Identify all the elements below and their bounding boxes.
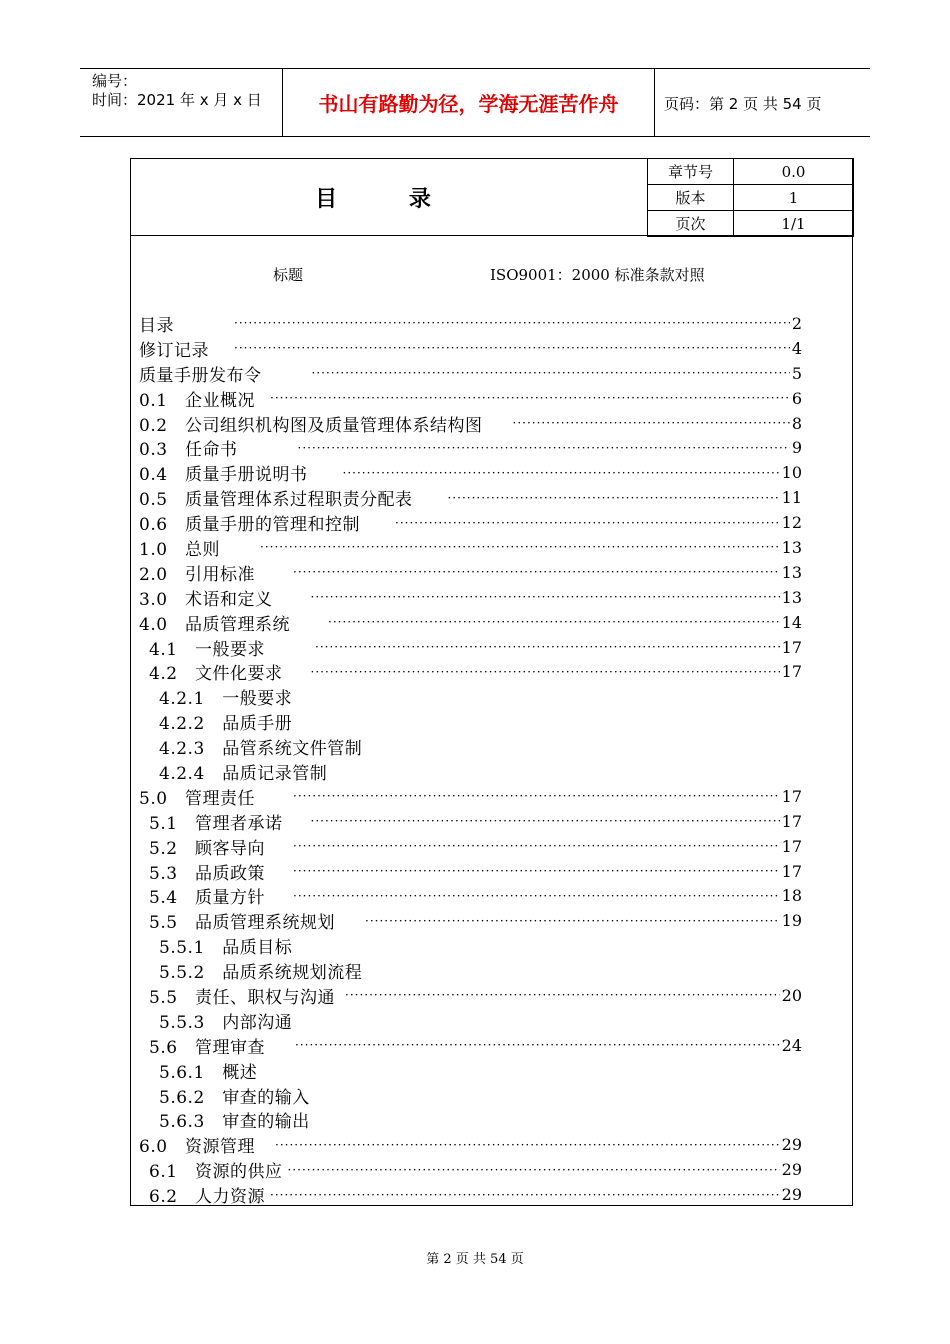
toc-entry-page: 14 — [781, 612, 802, 632]
toc-entry-label: 1.0 总则 — [139, 539, 221, 560]
toc-entry-page: 17 — [781, 861, 802, 881]
toc-entry-page: 13 — [781, 537, 802, 557]
toc-entry-label: 质量手册发布令 — [139, 365, 262, 386]
meta-key: 页次 — [648, 211, 734, 237]
toc-entry-label: 5.1 管理者承诺 — [149, 813, 283, 834]
toc-entry-label: 5.6.1 概述 — [159, 1062, 258, 1083]
toc-entry[interactable] — [139, 834, 802, 859]
toc-leader-dots — [312, 366, 790, 380]
toc-entry-page: 17 — [781, 786, 802, 806]
toc-entry-page: 4 — [791, 338, 802, 358]
toc-entry-label: 5.6.2 审查的输入 — [159, 1087, 310, 1108]
table-of-contents — [139, 311, 802, 1207]
toc-entry-label: 5.0 管理责任 — [139, 788, 256, 809]
meta-value: 0.0 — [734, 159, 854, 185]
toc-entry-label: 6.0 资源管理 — [139, 1137, 256, 1158]
toc-entry[interactable] — [139, 859, 802, 884]
toc-entry[interactable] — [139, 560, 802, 585]
toc-leader-dots — [260, 540, 780, 554]
toc-entry-label: 5.5.3 内部沟通 — [159, 1012, 293, 1033]
toc-leader-dots — [311, 665, 780, 679]
column-standard-heading: ISO9001：2000 标准条款对照 — [490, 266, 705, 284]
toc-entry[interactable] — [139, 485, 802, 510]
toc-entry-page: 20 — [781, 985, 802, 1005]
toc-entry-page: 17 — [781, 662, 802, 682]
toc-leader-dots — [448, 491, 780, 505]
toc-entry-page: 13 — [781, 562, 802, 582]
toc-entry-page: 18 — [781, 886, 802, 906]
toc-entry[interactable] — [139, 784, 802, 809]
meta-key: 版本 — [648, 185, 734, 211]
toc-leader-dots — [513, 416, 790, 430]
toc-entry[interactable] — [139, 933, 802, 958]
header-motto: 书山有路勤为径，学海无涯苦作舟 — [318, 92, 619, 116]
toc-entry[interactable] — [139, 435, 802, 460]
toc-entry-page: 9 — [791, 438, 802, 458]
toc-entry[interactable] — [139, 908, 802, 933]
toc-entry[interactable] — [139, 1033, 802, 1058]
toc-leader-dots — [365, 914, 780, 928]
toc-entry-page: 17 — [781, 637, 802, 657]
toc-leader-dots — [395, 516, 780, 530]
toc-entry-label: 5.6 管理审查 — [149, 1037, 266, 1058]
toc-leader-dots — [328, 615, 780, 629]
toc-entry-label: 4.2.3 品管系统文件管制 — [159, 739, 363, 760]
toc-entry-label: 0.2 公司组织机构图及质量管理体系结构图 — [139, 415, 483, 436]
toc-leader-dots — [293, 864, 780, 878]
toc-entry-label: 2.0 引用标准 — [139, 564, 256, 585]
toc-entry[interactable] — [139, 311, 802, 336]
toc-entry-label: 0.4 质量手册说明书 — [139, 465, 308, 486]
toc-entry-label: 4.1 一般要求 — [149, 639, 266, 660]
toc-leader-dots — [293, 839, 780, 853]
toc-entry[interactable] — [139, 460, 802, 485]
toc-entry-page: 6 — [791, 388, 802, 408]
toc-entry-label: 4.2.2 品质手册 — [159, 714, 293, 735]
toc-entry[interactable] — [139, 1008, 802, 1033]
toc-entry-label: 0.1 企业概况 — [139, 390, 256, 411]
toc-leader-dots — [270, 1188, 780, 1202]
toc-entry-label: 5.5.1 品质目标 — [159, 938, 293, 959]
toc-entry[interactable] — [139, 759, 802, 784]
toc-leader-dots — [343, 466, 780, 480]
toc-entry-label: 0.6 质量手册的管理和控制 — [139, 515, 361, 536]
toc-entry[interactable] — [139, 1132, 802, 1157]
toc-leader-dots — [298, 441, 790, 455]
toc-entry-page: 17 — [781, 811, 802, 831]
toc-entry-label: 4.2.4 品质记录管制 — [159, 763, 328, 784]
toc-leader-dots — [288, 1163, 780, 1177]
toc-entry-label: 目录 — [139, 315, 174, 336]
meta-row — [648, 211, 854, 237]
toc-entry-label: 4.2.1 一般要求 — [159, 689, 293, 710]
toc-entry-label: 5.4 质量方针 — [149, 888, 266, 909]
toc-entry[interactable] — [139, 709, 802, 734]
toc-entry[interactable] — [139, 1157, 802, 1182]
header-bottom-rule — [80, 136, 870, 137]
toc-entry-page: 13 — [781, 587, 802, 607]
meta-value: 1/1 — [734, 211, 854, 237]
header-page-info: 页码：第 2 页 共 54 页 — [664, 95, 822, 113]
toc-leader-dots — [293, 789, 780, 803]
toc-entry[interactable] — [139, 635, 802, 660]
header-divider — [654, 69, 655, 136]
toc-entry-page: 5 — [791, 363, 802, 383]
toc-entry[interactable] — [139, 361, 802, 386]
toc-entry-page: 29 — [781, 1185, 802, 1205]
code-label: 编号： — [92, 72, 138, 90]
toc-entry[interactable] — [139, 610, 802, 635]
toc-entry-label: 6.2 人力资源 — [149, 1187, 266, 1208]
toc-entry[interactable] — [139, 510, 802, 535]
meta-row — [648, 159, 854, 185]
toc-entry[interactable] — [139, 958, 802, 983]
toc-entry-page: 12 — [781, 513, 802, 533]
toc-entry-label: 3.0 术语和定义 — [139, 589, 273, 610]
toc-entry[interactable] — [139, 535, 802, 560]
toc-entry[interactable] — [139, 411, 802, 436]
toc-entry[interactable] — [139, 386, 802, 411]
toc-entry[interactable] — [139, 809, 802, 834]
toc-entry[interactable] — [139, 336, 802, 361]
page-footer: 第 2 页 共 54 页 — [426, 1252, 524, 1267]
toc-entry[interactable] — [139, 1058, 802, 1083]
toc-entry-label: 5.6.3 审查的输出 — [159, 1112, 310, 1133]
toc-entry-page: 29 — [781, 1160, 802, 1180]
toc-entry[interactable] — [139, 659, 802, 684]
toc-leader-dots — [275, 1138, 780, 1152]
toc-leader-dots — [270, 391, 790, 405]
toc-entry[interactable] — [139, 883, 802, 908]
toc-entry-label: 5.5 品质管理系统规划 — [149, 913, 336, 934]
meta-row — [648, 185, 854, 211]
toc-entry-label: 5.5 责任、职权与沟通 — [149, 988, 336, 1008]
toc-entry-label: 6.1 资源的供应 — [149, 1162, 283, 1183]
toc-entry-page: 29 — [781, 1135, 802, 1155]
toc-entry-page: 24 — [781, 1035, 802, 1055]
meta-key: 章节号 — [648, 159, 734, 185]
toc-entry[interactable] — [139, 983, 802, 1008]
toc-entry-label: 0.5 质量管理体系过程职责分配表 — [139, 490, 413, 511]
toc-leader-dots — [234, 316, 790, 330]
toc-entry-label: 5.3 品质政策 — [149, 863, 266, 884]
toc-entry-label: 4.2 文件化要求 — [149, 664, 283, 685]
toc-entry-page: 11 — [781, 488, 802, 508]
toc-entry-page: 10 — [781, 463, 802, 483]
toc-entry-label: 修订记录 — [139, 340, 209, 361]
toc-entry-label: 5.2 顾客导向 — [149, 838, 266, 859]
meta-value: 1 — [734, 185, 854, 211]
toc-entry[interactable] — [139, 1083, 802, 1108]
toc-entry-page: 2 — [791, 313, 802, 333]
toc-entry-page: 8 — [791, 413, 802, 433]
toc-entry[interactable] — [139, 734, 802, 759]
toc-leader-dots — [345, 988, 780, 1002]
toc-entry[interactable] — [139, 585, 802, 610]
toc-entry-page: 19 — [781, 911, 802, 931]
toc-leader-dots — [315, 640, 780, 654]
toc-entry-page: 17 — [781, 836, 802, 856]
header-info — [92, 72, 262, 110]
toc-entry-label: 0.3 任命书 — [139, 440, 238, 461]
document-title: 目 录 — [315, 186, 463, 212]
toc-entry[interactable] — [139, 1108, 802, 1133]
toc-entry[interactable] — [139, 684, 802, 709]
toc-leader-dots — [311, 590, 780, 604]
column-title-heading: 标题 — [273, 266, 304, 284]
toc-entry[interactable] — [139, 1182, 802, 1207]
meta-table — [647, 158, 854, 237]
toc-leader-dots — [293, 889, 780, 903]
title-rule — [130, 235, 853, 236]
toc-entry-label: 4.0 品质管理系统 — [139, 614, 291, 635]
toc-leader-dots — [311, 814, 780, 828]
toc-leader-dots — [295, 1038, 780, 1052]
toc-leader-dots — [293, 565, 780, 579]
toc-entry-label: 5.5.2 品质系统规划流程 — [159, 963, 363, 984]
time-label: 时间：2021 年 x 月 x 日 — [92, 91, 262, 109]
toc-leader-dots — [234, 341, 790, 355]
